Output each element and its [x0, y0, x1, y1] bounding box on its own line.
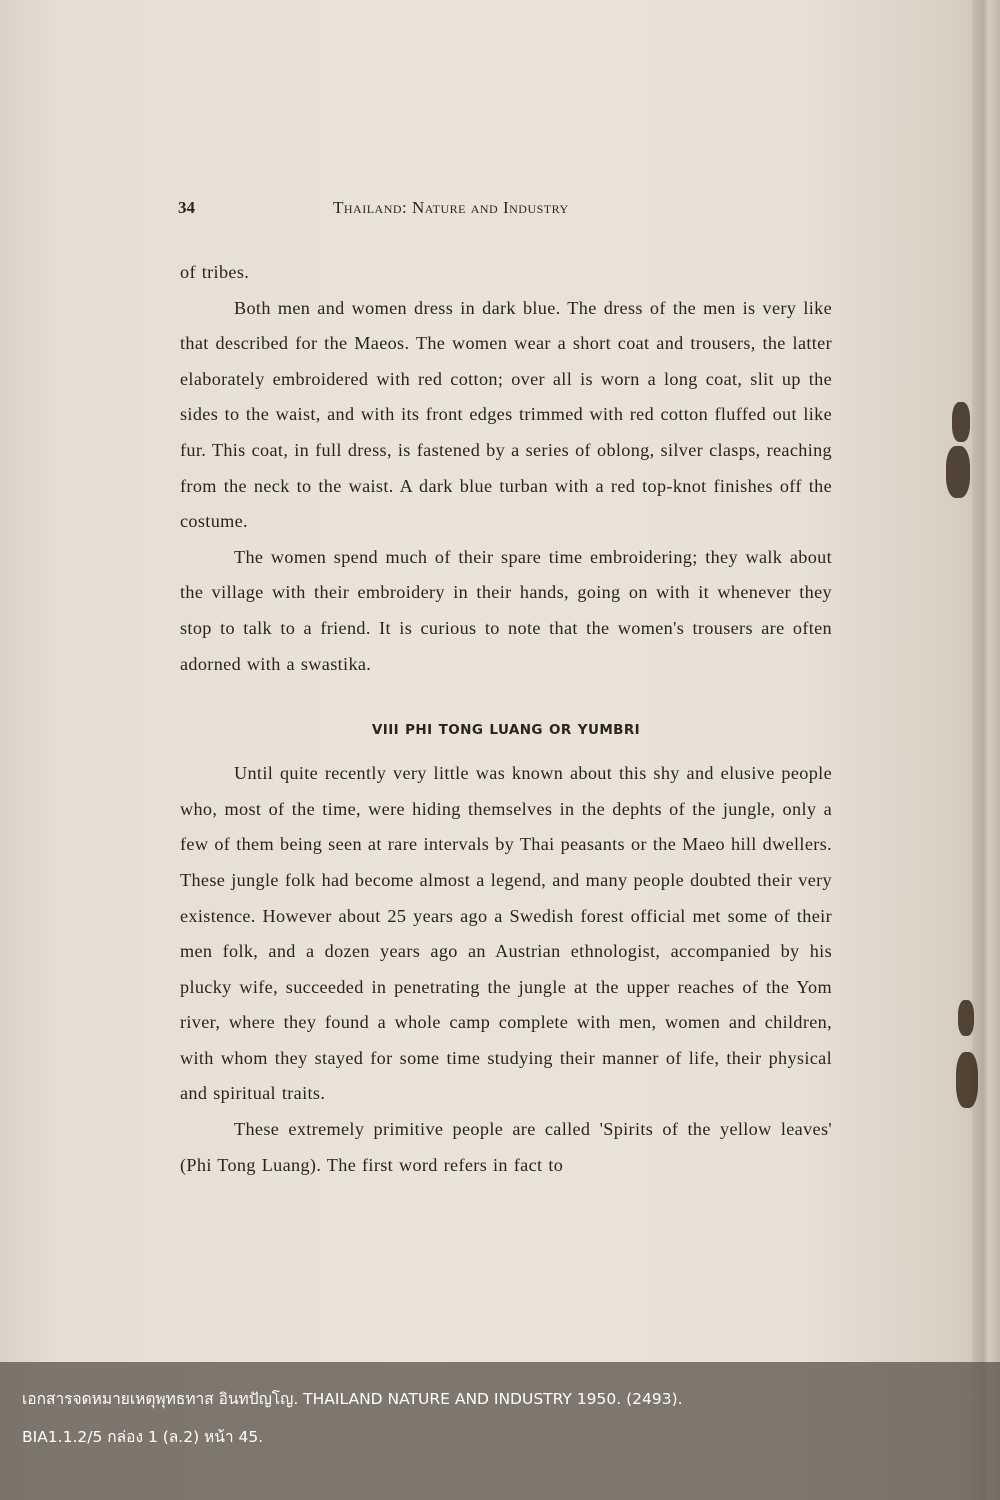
paragraph: These extremely primitive people are called 'Spirits of the yellow leaves' (Phi Tong Luang). The first word refers in fact to [180, 1119, 832, 1175]
body-text [180, 255, 832, 1183]
punch-hole [952, 402, 970, 442]
paragraph: Until quite recently very little was known about this shy and elusive people who, most of the time, were hiding themselves in the dephts of the jungle, only a few of them being seen at rare intervals by Thai peasants or the Maeo hill dwellers. These jungle folk had become almost a legend, and many people doubted their very existence. However about 25 years ago a Swedish forest official met some of their men folk, and a dozen years ago an Austrian ethnologist, accompanied by his plucky wife, succeeded in penetrating the jungle at the upper reaches of the Yom river, where they found a whole camp complete with men, women and children, with whom they stayed for some time studying their manner of life, their physical and spiritual traits. [180, 763, 832, 1104]
paragraph: of tribes. [180, 262, 250, 282]
punch-hole [958, 1000, 974, 1036]
page-edge [972, 0, 1000, 1500]
archive-caption [0, 1362, 1000, 1500]
paragraph: The women spend much of their spare time embroidering; they walk about the village with their embroidery in their hands, going on with it whenever they stop to talk to a friend. It is curious to note that the women's trousers are often adorned with a swastika. [180, 546, 832, 674]
page-number: 34 [178, 198, 195, 217]
page-header [178, 198, 828, 222]
section-heading: VIII PHI TONG LUANG OR YUMBRI [371, 722, 641, 739]
punch-hole [946, 446, 970, 498]
punch-hole [956, 1052, 978, 1108]
caption-line: BIA1.1.2/5 กล่อง 1 (ล.2) หน้า 45. [22, 1428, 264, 1446]
running-title: Thailand: Nature and Industry [333, 198, 569, 217]
caption-line: เอกสารจดหมายเหตุพุทธทาส อินทปัญโญ. THAILAND NATURE AND INDUSTRY 1950. (2493). [22, 1390, 683, 1408]
paragraph: Both men and women dress in dark blue. The dress of the men is very like that described for the Maeos. The women wear a short coat and trousers, the latter elaborately embroidered with red cotton; over all is worn a long coat, slit up the sides to the waist, and with its front edges trimmed with red cotton fluffed out like fur. This coat, in full dress, is fastened by a series of oblong, silver clasps, reaching from the neck to the waist. A dark blue turban with a red top-knot finishes off the costume. [180, 297, 832, 532]
